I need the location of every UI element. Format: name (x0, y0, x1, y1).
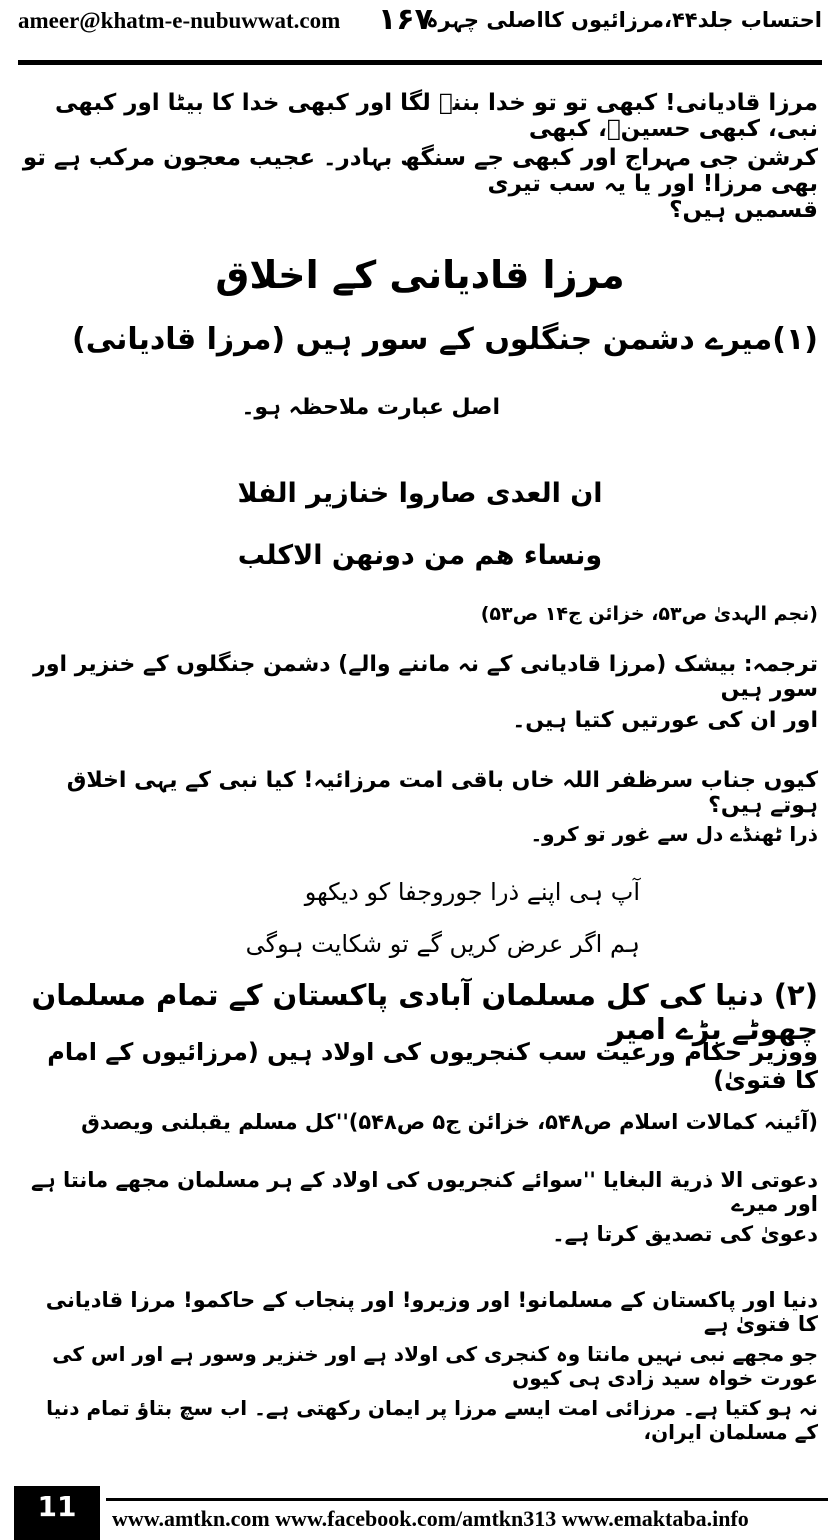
header-book-title: احتساب جلد۴۴،مرزائیوں کااصلی چہرہ (426, 8, 822, 32)
quote-line-2: دعوتی الا ذریة البغایا ''سوائے کنجریوں کی اولاد کے ہر مسلمان مجھے مانتا ہے اور میرے (31, 1168, 818, 1216)
reference-1: (نجم الہدیٰ ص۵۳، خزائن ج۱۴ ص۵۳) (480, 603, 818, 625)
quote-line-3: دعویٰ کی تصدیق کرتا ہے۔ (552, 1222, 818, 1246)
translation-line-1: ترجمہ: بیشک (مرزا قادیانی کے نہ ماننے والے) دشمن جنگلوں کے خنزیر اور سور ہیں (33, 652, 818, 702)
header-page-number: ۱۶۷ (378, 2, 433, 37)
closing-line-2: جو مجھے نبی نہیں مانتا وہ کنجری کی اولاد ہے اور خنزیر وسور ہے اور اس کی عورت خواہ سید زادی ہی کیوں (52, 1342, 818, 1390)
arabic-verse-line-1: ان العدی صاروا خنازیر الفلا (237, 478, 603, 509)
couplet-line-2: ہم اگر عرض کریں گے تو شکایت ہوگی (245, 930, 640, 958)
arabic-verse-line-2: ونساء هم من دونهن الاکلب (237, 540, 603, 571)
intro-line-1: مرزا قادیانی! کبھی تو تو خدا بننے لگا اور کبھی خدا کا بیٹا اور کبھی نبی، کبھی حسینؓ، کبھی (55, 90, 818, 142)
subheading-1: (۱)میرے دشمن جنگلوں کے سور ہیں (مرزا قادیانی) (72, 322, 818, 357)
closing-line-1: دنیا اور پاکستان کے مسلمانو! اور وزیرو! اور پنجاب کے حاکمو! مرزا قادیانی کا فتویٰ ہے (45, 1288, 818, 1336)
subheading-2-line-1: (۲) دنیا کی کل مسلمان آبادی پاکستان کے تمام مسلمان چھوٹے بڑے امیر (31, 978, 818, 1046)
translation-line-2: اور ان کی عورتیں کتیا ہیں۔ (512, 708, 818, 733)
couplet-line-1: آپ ہی اپنے ذرا جوروجفا کو دیکھو (304, 878, 640, 906)
question-line-1: کیوں جناب سرظفر اللہ خاں باقی امت مرزائیہ! کیا نبی کے یہی اخلاق ہوتے ہیں؟ (66, 768, 818, 818)
section-title: مرزا قادیانی کے اخلاق (215, 253, 625, 297)
intro-line-3: قسمیں ہیں؟ (669, 197, 818, 223)
footer-rule (106, 1498, 828, 1501)
intro-line-2: کرشن جی مہراج اور کبھی جے سنگھ بہادر۔ عجیب معجون مرکب ہے تو بھی مرزا! اور یا یہ سب تیری (22, 145, 818, 197)
subheading-2-line-2: ووزیر حکام ورعیت سب کنجریوں کی اولاد ہیں (مرزائیوں کے امام کا فتویٰ) (47, 1038, 818, 1094)
original-text-label: اصل عبارت ملاحظہ ہو۔ (241, 395, 500, 420)
header-rule (18, 60, 822, 65)
question-line-2: ذرا ٹھنڈے دل سے غور تو کرو۔ (530, 822, 818, 846)
closing-line-3: نہ ہو کتیا ہے۔ مرزائی امت ایسے مرزا پر ایمان رکھتی ہے۔ اب سچ بتاؤ تمام دنیا کے مسلمان ایران، (46, 1396, 818, 1444)
footer-urls: www.amtkn.com www.facebook.com/amtkn313 www.emaktaba.info (112, 1506, 749, 1531)
quote-line-1: (آئینہ کمالات اسلام ص۵۴۸، خزائن ج۵ ص۵۴۸)''کل مسلم یقبلنی ویصدق (81, 1110, 818, 1134)
footer-page-number: 11 (37, 1490, 77, 1523)
header-email: ameer@khatm-e-nubuwwat.com (18, 8, 341, 33)
